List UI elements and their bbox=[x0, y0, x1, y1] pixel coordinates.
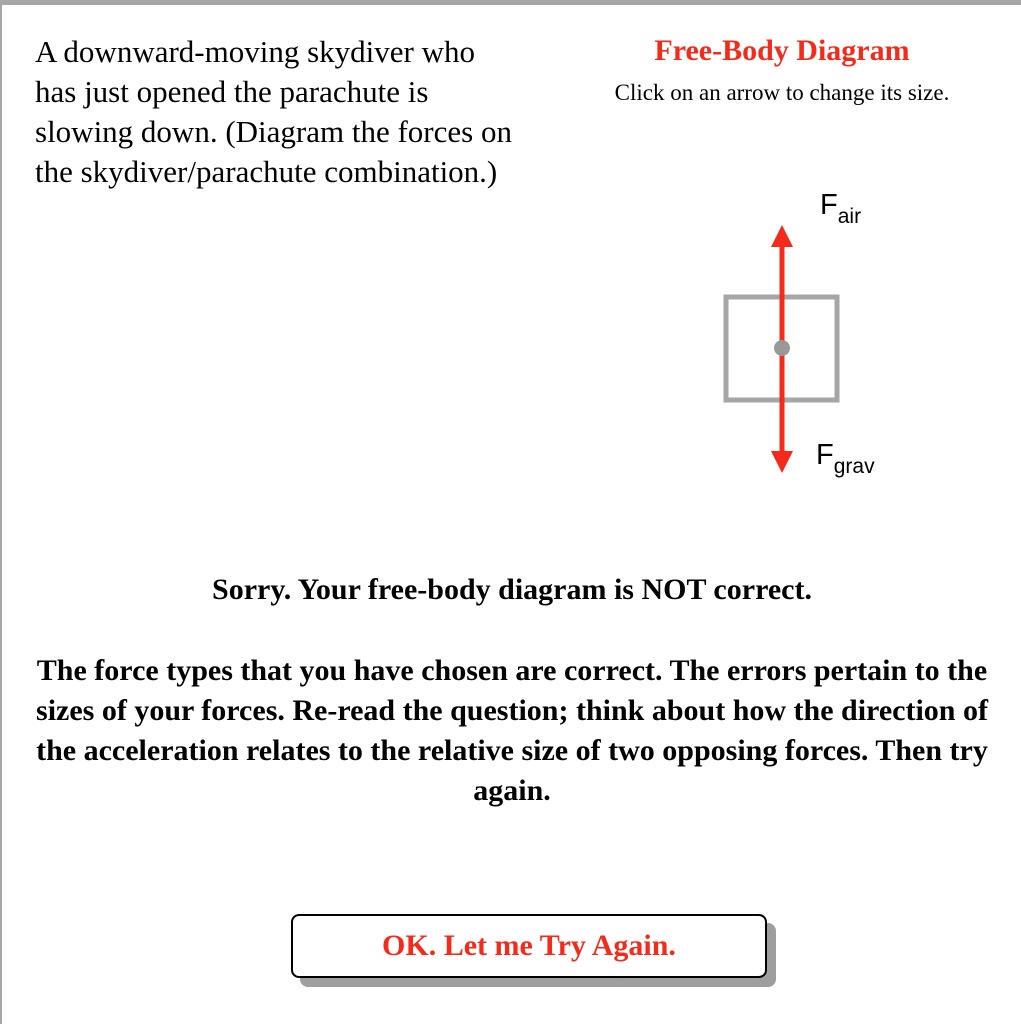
force-symbol: F bbox=[816, 439, 834, 471]
arrowhead-down-icon bbox=[771, 451, 793, 473]
feedback-title: Sorry. Your free-body diagram is NOT correct. bbox=[212, 573, 812, 606]
force-label-air bbox=[820, 189, 862, 228]
force-symbol: F bbox=[820, 189, 838, 221]
center-dot bbox=[774, 340, 790, 356]
force-subscript: grav bbox=[833, 455, 875, 478]
arrowhead-up-icon bbox=[771, 225, 793, 247]
diagram-instruction: Click on an arrow to change its size. bbox=[614, 80, 950, 105]
question-text: A downward-moving skydiver who has just opened the parachute is slowing down. (Diagram the forces on the skydiver/parachute combination.) bbox=[35, 34, 512, 189]
diagram-canvas bbox=[662, 185, 922, 485]
try-again-button[interactable]: OK. Let me Try Again. bbox=[291, 914, 767, 978]
feedback-message: The force types that you have chosen are correct. The errors pertain to the sizes of your forces. Re-read the question; think about how the direction of the acceleration relates to the relative size of two opposing forces. Then try again. bbox=[36, 654, 988, 807]
force-arrow-air[interactable] bbox=[771, 225, 793, 348]
force-label-grav bbox=[816, 439, 875, 478]
force-subscript: air bbox=[837, 205, 862, 228]
diagram-title: Free-Body Diagram bbox=[654, 34, 910, 67]
free-body-diagram bbox=[662, 185, 922, 485]
force-arrow-grav[interactable] bbox=[771, 348, 793, 473]
